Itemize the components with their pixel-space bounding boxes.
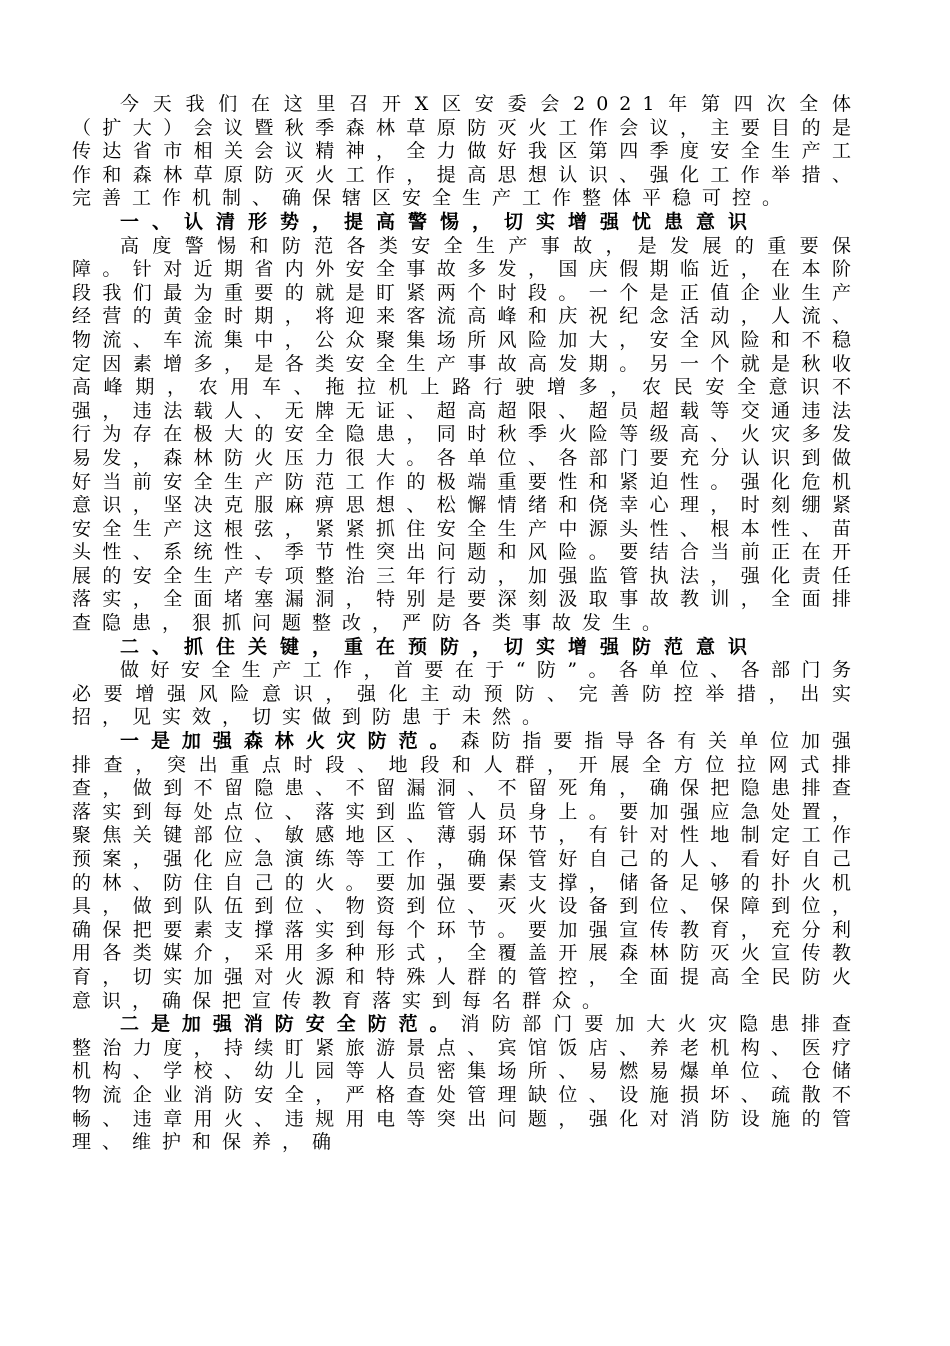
point-2-paragraph [72, 1013, 862, 1155]
point-1-paragraph [72, 730, 862, 1013]
section-1-paragraph: 高度警惕和防范各类安全生产事故，是发展的重要保障。针对近期省内外安全事故多发，国庆假期临近，在本阶段我们最为重要的就是盯紧两个时段。一个是正值企业生产经营的黄金时期，将迎来客流高峰和庆祝纪念活动，人流、物流、车流集中，公众聚集场所风险加大，安全风险和不稳定因素增多，是各类安全生产事故高发期。另一个就是秋收高峰期，农用车、拖拉机上路行驶增多，农民安全意识不强，违法载人、无牌无证、超高超限、超员超载等交通违法行为存在极大的安全隐患，同时秋季火险等级高、火灾多发易发，森林防火压力很大。各单位、各部门要充分认识到做好当前安全生产防范工作的极端重要性和紧迫性。强化危机意识，坚决克服麻痹思想、松懈情绪和侥幸心理，时刻绷紧安全生产这根弦，紧紧抓住安全生产中源头性、根本性、苗头性、系统性、季节性突出问题和风险。要结合当前正在开展的安全生产专项整治三年行动，加强监管执法，强化责任落实，全面堵塞漏洞，特别是要深刻汲取事故教训，全面排查隐患，狠抓问题整改，严防各类事故发生。 [72, 234, 862, 635]
point-2-lead: 二是加强消防安全防范。 [120, 1013, 461, 1036]
section-2-paragraph: 做好安全生产工作，首要在于“防”。各单位、各部门务必要增强风险意识，强化主动预防、完善防控举措，出实招，见实效，切实做到防患于未然。 [72, 659, 862, 729]
section-2-heading: 二、抓住关键，重在预防，切实增强防范意识 [120, 635, 761, 658]
intro-paragraph: 今天我们在这里召开X区安委会2021年第四次全体（扩大）会议暨秋季森林草原防灭火工作会议，主要目的是传达省市相关会议精神，全力做好我区第四季度安全生产工作和森林草原防灭火工作，提高思想认识、强化工作举措、完善工作机制、确保辖区安全生产工作整体平稳可控。 [72, 93, 862, 210]
point-1-text: 森防指要指导各有关单位加强排查，突出重点时段、地段和人群，开展全方位拉网式排查，做到不留隐患、不留漏洞、不留死角，确保把隐患排查落实到每处点位、落实到监管人员身上。要加强应急处置，聚焦关键部位、敏感地区、薄弱环节，有针对性地制定工作预案，强化应急演练等工作，确保管好自己的人、看好自己的林、防住自己的火。要加强要素支撑，储备足够的扑火机具，做到队伍到位、物资到位、灭火设备到位、保障到位，确保把要素支撑落实到每个环节。要加强宣传教育，充分利用各类媒介，采用多种形式，全覆盖开展森林防灭火宣传教育，切实加强对火源和特殊人群的管控，全面提高全民防火意识，确保把宣传教育落实到每名群众。 [72, 730, 862, 1012]
point-1-lead: 一是加强森林火灾防范。 [120, 730, 461, 753]
document-body [72, 93, 862, 1155]
section-1-heading: 一、认清形势，提高警惕，切实增强忧患意识 [120, 210, 761, 233]
point-2-text: 消防部门要加大火灾隐患排查整治力度，持续盯紧旅游景点、宾馆饭店、养老机构、医疗机构、学校、幼儿园等人员密集场所、易燃易爆单位、仓储物流企业消防安全，严格查处管理缺位、设施损坏、疏散不畅、违章用火、违规用电等突出问题，强化对消防设施的管理、维护和保养，确 [72, 1013, 862, 1154]
